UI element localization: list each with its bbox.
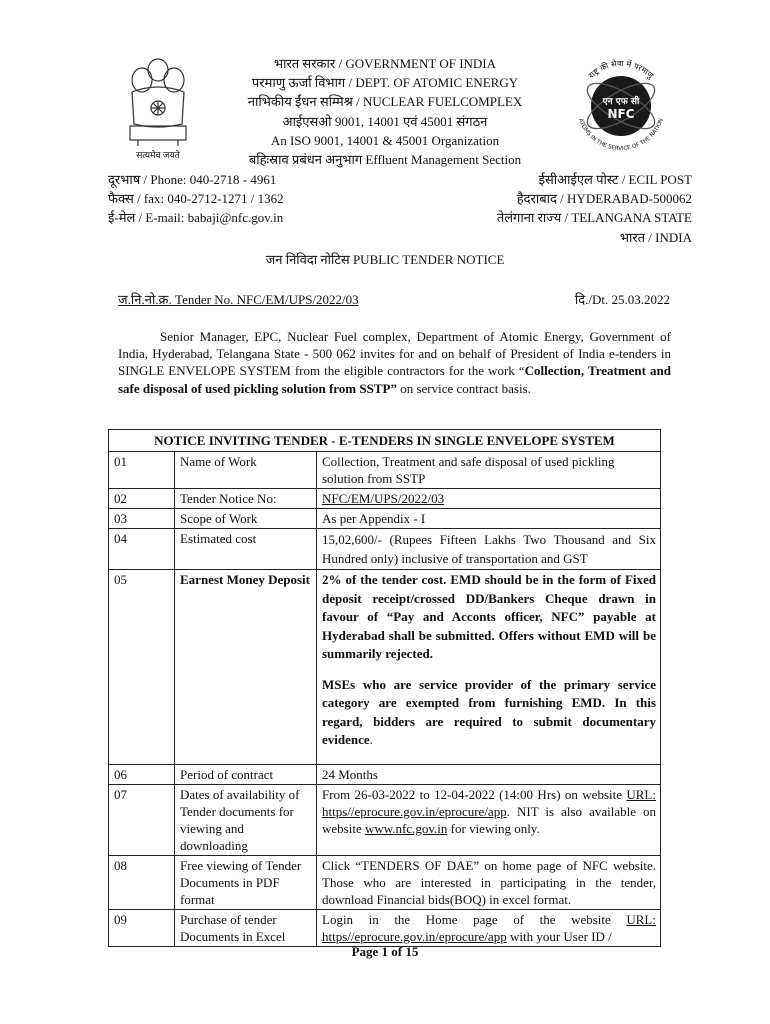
header-line-2: परमाणु ऊर्जा विभाग / DEPT. OF ATOMIC ENERGY	[251, 75, 519, 90]
row-label: Dates of availability of Tender documents for viewing and downloading	[175, 784, 317, 855]
nit-table	[108, 429, 661, 947]
header-line-1: भारत सरकार / GOVERNMENT OF INDIA	[273, 56, 497, 71]
contact-fax: फैक्स / fax: 040-2712-1271 / 1362	[108, 191, 284, 206]
row-label: Estimated cost	[175, 529, 317, 570]
availability-text-c: for viewing only.	[447, 820, 540, 836]
row-label: Tender Notice No:	[175, 489, 317, 509]
row-value	[317, 909, 661, 946]
table-row	[109, 909, 661, 946]
eprocure-login-link[interactable]: URL: https//eprocure.gov.in/eprocure/app	[322, 911, 656, 944]
row-number: 07	[109, 784, 175, 855]
row-value: Click “TENDERS OF DAE” on home page of NFC website. Those who are interested in participating in the tender, download Financial bids(BOQ) in excel format.	[317, 855, 661, 909]
purchase-text-a: Login in the Home page of the website	[322, 911, 627, 927]
row-label: Period of contract	[175, 764, 317, 784]
row-value: 24 Months	[317, 764, 661, 784]
row-number: 08	[109, 855, 175, 909]
tender-date: दि./Dt. 25.03.2022	[574, 292, 670, 307]
national-emblem	[118, 52, 198, 162]
logo-hindi-abbr: एन एफ सी	[602, 97, 640, 107]
emd-paragraph-1: 2% of the tender cost. EMD should be in the form of Fixed deposit receipt/crossed DD/Bankers Cheque drawn in favour of “Pay and Acconts officer, NFC” payable at Hyderabad shall be submitted. Offers without EMD will be summarily rejected.	[322, 572, 656, 661]
row-number: 06	[109, 764, 175, 784]
row-number: 02	[109, 489, 175, 509]
row-label: Earnest Money Deposit	[175, 570, 317, 765]
table-heading: NOTICE INVITING TENDER - E-TENDERS IN SINGLE ENVELOPE SYSTEM	[109, 430, 661, 452]
address-country: भारत / INDIA	[619, 230, 692, 245]
nfc-logo	[567, 52, 675, 160]
tender-ref-number: Tender No. NFC/EM/UPS/2022/03	[171, 292, 359, 307]
row-number: 01	[109, 452, 175, 489]
row-value	[317, 570, 661, 765]
tender-ref-hindi: ज.नि.नो.क्र.	[118, 292, 172, 307]
row-value: As per Appendix - I	[317, 509, 661, 529]
row-label: Free viewing of Tender Documents in PDF format	[175, 855, 317, 909]
header-line-4: आईएसओ 9001, 14001 एवं 45001 संगठन	[282, 114, 488, 129]
emd-mse-text: MSEs who are service provider of the primary service category are exempted from furnishing EMD. In this regard, bidders are required to submit documentary evidence	[322, 676, 656, 747]
tender-ref	[118, 290, 359, 308]
row-number: 04	[109, 529, 175, 570]
row-label: Name of Work	[175, 452, 317, 489]
availability-text-b: . NIT is also available on website	[322, 803, 656, 836]
emd-mse-end: .	[369, 732, 373, 747]
row-label: Purchase of tender Documents in Excel	[175, 909, 317, 946]
logo-ring-english: ATOMS IN THE SERVICE OF THE NATION	[577, 117, 665, 153]
table-heading-row	[109, 430, 661, 452]
emblem-icon	[118, 52, 198, 162]
row-number: 03	[109, 509, 175, 529]
row-value	[317, 489, 661, 509]
intro-text: Senior Manager, EPC, Nuclear Fuel complex, Department of Atomic Energy, Government of India, Hyderabad, Telangana State - 500 062 invites for and on behalf of President of India e-tenders in SINGLE ENVELOPE SYSTEM from the eligible contractors for the work “	[118, 329, 671, 379]
header-line-5: An ISO 9001, 14001 & 45001 Organization	[270, 133, 500, 148]
row-label: Scope of Work	[175, 509, 317, 529]
table-row	[109, 570, 661, 765]
table-row	[109, 529, 661, 570]
row-number: 09	[109, 909, 175, 946]
logo-abbr: NFC	[607, 107, 635, 121]
intro-paragraph	[118, 328, 671, 397]
table-row	[109, 452, 661, 489]
address-city: हैदराबाद / HYDERABAD-500062	[516, 191, 692, 206]
address-post: ईसीआईएल पोस्ट / ECIL POST	[538, 172, 692, 187]
address-state: तेलंगाना राज्य / TELANGANA STATE	[496, 210, 692, 225]
row-value	[317, 784, 661, 855]
intro-tail: on service contract basis.	[396, 380, 531, 396]
emd-paragraph-2	[322, 676, 656, 750]
row-number: 05	[109, 570, 175, 765]
eprocure-link[interactable]: URL: https//eprocure.gov.in/eprocure/app	[322, 786, 656, 819]
header-line-6: बहिःस्राव प्रबंधन अनुभाग Effluent Management Section	[248, 152, 522, 167]
table-row	[109, 489, 661, 509]
row-value: Collection, Treatment and safe disposal of used pickling solution from SSTP	[317, 452, 661, 489]
contact-phone: दूरभाष / Phone: 040-2718 - 4961	[108, 172, 277, 187]
intro-work-title: Collection, Treatment and safe disposal of used pickling solution from SSTP”	[118, 363, 671, 396]
tender-notice-number: NFC/EM/UPS/2022/03	[322, 491, 445, 506]
purchase-text-b: with your User ID /	[506, 928, 612, 944]
row-value: 15,02,600/- (Rupees Fifteen Lakhs Two Thousand and Six Hundred only) inclusive of transportation and GST	[317, 529, 661, 570]
availability-text-a: From 26-03-2022 to 12-04-2022 (14:00 Hrs) on website	[322, 786, 627, 802]
table-row	[109, 509, 661, 529]
table-row	[109, 784, 661, 855]
table-row	[109, 764, 661, 784]
nfc-logo-icon	[567, 52, 675, 160]
header-line-3: नाभिकीय ईंधन सम्मिश्र / NUCLEAR FUELCOMPLEX	[247, 94, 523, 109]
notice-title: जन निविदा नोटिस PUBLIC TENDER NOTICE	[265, 252, 505, 267]
page-number: Page 1 of 15	[351, 944, 419, 959]
nfc-website-link[interactable]: www.nfc.gov.in	[364, 820, 448, 836]
contact-email[interactable]: ई-मेल / E-mail: babaji@nfc.gov.in	[108, 210, 284, 225]
table-row	[109, 855, 661, 909]
logo-ring-hindi: राष्ट्र की सेवा में परमाणु	[586, 58, 656, 81]
emblem-motto: सत्यमेव जयते	[136, 150, 180, 160]
